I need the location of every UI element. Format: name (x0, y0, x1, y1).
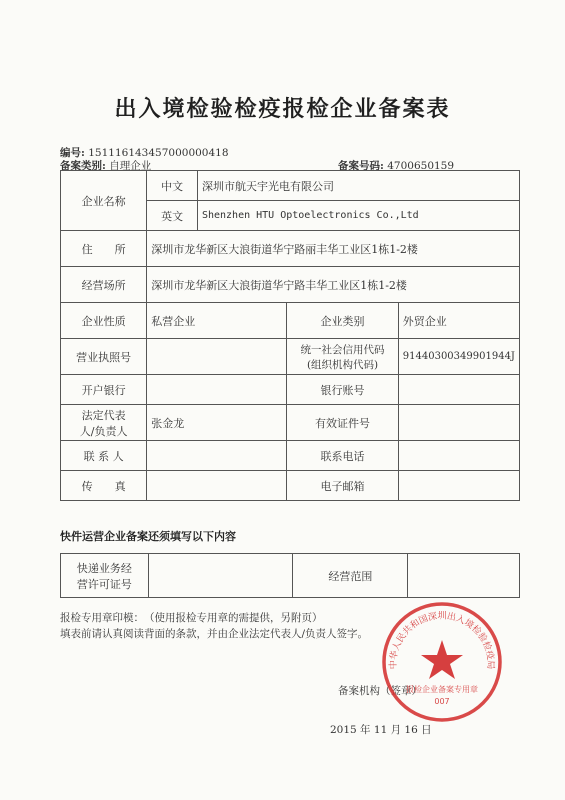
agency-label: 备案机构（签章） (338, 685, 422, 697)
category-label: 备案类别: (60, 160, 106, 172)
business-place-value: 深圳市龙华新区大浪街道华宁路丰华工业区1栋1-2楼 (147, 267, 520, 303)
account-label: 银行账号 (287, 375, 398, 405)
english-name-value: Shenzhen HTU Optoelectronics Co.,Ltd (197, 201, 519, 231)
record-no-value: 4700650159 (387, 160, 455, 172)
contact-label: 联 系 人 (61, 441, 147, 471)
scope-label: 经营范围 (293, 554, 408, 598)
seal-note: 报检专用章印模： （使用报检专用章的需提供，另附页） (60, 612, 323, 624)
phone-value (398, 441, 519, 471)
seal-center-text: 报检企业备案专用章 (406, 685, 478, 694)
license-label: 营业执照号 (61, 339, 147, 375)
nature-label: 企业性质 (61, 303, 147, 339)
contact-value (147, 441, 287, 471)
chinese-label: 中文 (147, 171, 198, 201)
fax-label: 传 真 (61, 471, 147, 501)
type-value: 外贸企业 (398, 303, 519, 339)
seal-ring-text: 中华人民共和国深圳出入境检验检疫局 (388, 611, 496, 670)
instruction-note: 填表前请认真阅读背面的条款，并由企业法定代表人/负责人签字。 (60, 628, 369, 640)
credit-code-value: 91440300349901944J (398, 339, 519, 375)
id-doc-label: 有效证件号 (287, 405, 398, 441)
courier-table (60, 553, 520, 598)
chinese-name-value: 深圳市航天宇光电有限公司 (197, 171, 519, 201)
address-value: 深圳市龙华新区大浪街道华宁路丽丰华工业区1栋1-2楼 (147, 231, 520, 267)
seal-code: 007 (434, 697, 450, 706)
license-value (147, 339, 287, 375)
official-seal-stamp (380, 600, 504, 724)
company-name-label: 企业名称 (61, 171, 147, 231)
id-doc-value (398, 405, 519, 441)
business-place-label: 经营场所 (61, 267, 147, 303)
number-label: 编号: (60, 147, 85, 159)
nature-value: 私营企业 (147, 303, 287, 339)
sign-date: 2015 年 11 月 16 日 (330, 724, 432, 736)
account-value (398, 375, 519, 405)
document-title: 出入境检验检疫报检企业备案表 (114, 96, 451, 122)
phone-label: 联系电话 (287, 441, 398, 471)
bank-label: 开户银行 (61, 375, 147, 405)
category-value: 自理企业 (109, 160, 152, 172)
filing-table (60, 170, 520, 501)
credit-code-label: 统一社会信用代码 (组织机构代码) (287, 339, 398, 375)
permit-label: 快递业务经 营许可证号 (61, 554, 149, 598)
email-value (398, 471, 519, 501)
record-no-label: 备案号码: (338, 160, 384, 172)
legal-rep-value: 张金龙 (147, 405, 287, 441)
address-label: 住 所 (61, 231, 147, 267)
permit-value (148, 554, 293, 598)
courier-section-heading: 快件运营企业备案还须填写以下内容 (60, 530, 236, 543)
bank-value (147, 375, 287, 405)
fax-value (147, 471, 287, 501)
number-value: 151116143457000000418 (88, 147, 229, 159)
scope-value (408, 554, 520, 598)
type-label: 企业类别 (287, 303, 398, 339)
english-label: 英文 (147, 201, 198, 231)
email-label: 电子邮箱 (287, 471, 398, 501)
legal-rep-label: 法定代表 人/负责人 (61, 405, 147, 441)
